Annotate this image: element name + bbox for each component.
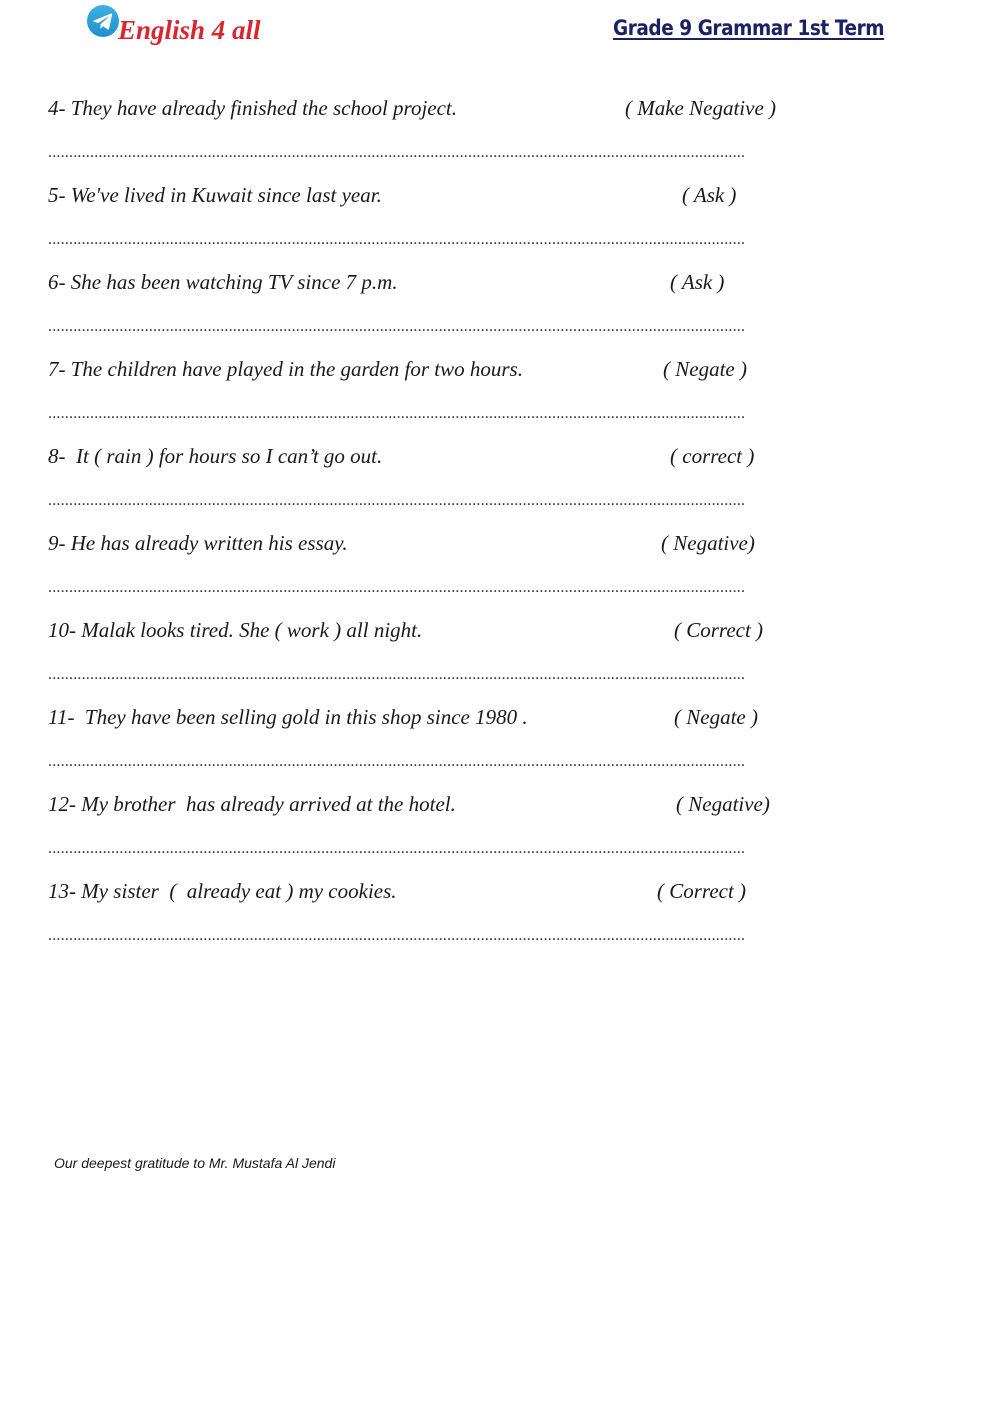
question-6 [48, 270, 882, 357]
answer-line[interactable]: ...................................................................................................................................................................... [48, 666, 746, 683]
question-4 [48, 96, 882, 183]
answer-line[interactable]: ...................................................................................................................................................................... [48, 405, 746, 422]
question-instruction: ( Negate ) [674, 705, 758, 729]
answer-line[interactable]: ...................................................................................................................................................................... [48, 579, 746, 596]
answer-line[interactable]: ...................................................................................................................................................................... [48, 927, 746, 944]
question-11 [48, 705, 882, 792]
answer-line[interactable]: ...................................................................................................................................................................... [48, 144, 746, 161]
telegram-icon [86, 4, 120, 38]
question-12 [48, 792, 882, 879]
brand-name: English 4 all [118, 14, 261, 45]
question-7 [48, 357, 882, 444]
question-instruction: ( correct ) [670, 444, 755, 468]
answer-line[interactable]: ...................................................................................................................................................................... [48, 318, 746, 335]
answer-line[interactable]: ...................................................................................................................................................................... [48, 492, 746, 509]
brand [86, 6, 261, 46]
question-13 [48, 879, 882, 966]
question-text: 6- She has been watching TV since 7 p.m. [48, 270, 398, 294]
question-8 [48, 444, 882, 531]
answer-line[interactable]: ...................................................................................................................................................................... [48, 231, 746, 248]
question-instruction: ( Negative) [661, 531, 755, 555]
answer-line[interactable]: ...................................................................................................................................................................... [48, 753, 746, 770]
question-text: 11- They have been selling gold in this shop since 1980 . [48, 705, 528, 729]
question-instruction: ( Negative) [676, 792, 770, 816]
question-5 [48, 183, 882, 270]
question-text: 5- We've lived in Kuwait since last year. [48, 183, 382, 207]
question-10 [48, 618, 882, 705]
question-instruction: ( Correct ) [674, 618, 764, 642]
question-list [48, 96, 882, 966]
question-text: 13- My sister ( already eat ) my cookies. [48, 879, 397, 903]
question-text: 10- Malak looks tired. She ( work ) all night. [48, 618, 423, 642]
question-instruction: ( Correct ) [657, 879, 747, 903]
question-instruction: ( Negate ) [663, 357, 747, 381]
question-text: 4- They have already finished the school project. [48, 96, 458, 120]
footer-credit: Our deepest gratitude to Mr. Mustafa Al Jendi [54, 1155, 336, 1171]
question-instruction: ( Make Negative ) [625, 96, 777, 120]
question-text: 12- My brother has already arrived at the hotel. [48, 792, 456, 816]
question-text: 8- It ( rain ) for hours so I can’t go out. [48, 444, 383, 468]
question-text: 7- The children have played in the garden for two hours. [48, 357, 523, 381]
question-9 [48, 531, 882, 618]
question-instruction: ( Ask ) [682, 183, 737, 207]
answer-line[interactable]: ...................................................................................................................................................................... [48, 840, 746, 857]
question-instruction: ( Ask ) [670, 270, 725, 294]
worksheet-title: Grade 9 Grammar 1st Term [612, 16, 884, 40]
question-text: 9- He has already written his essay. [48, 531, 348, 555]
